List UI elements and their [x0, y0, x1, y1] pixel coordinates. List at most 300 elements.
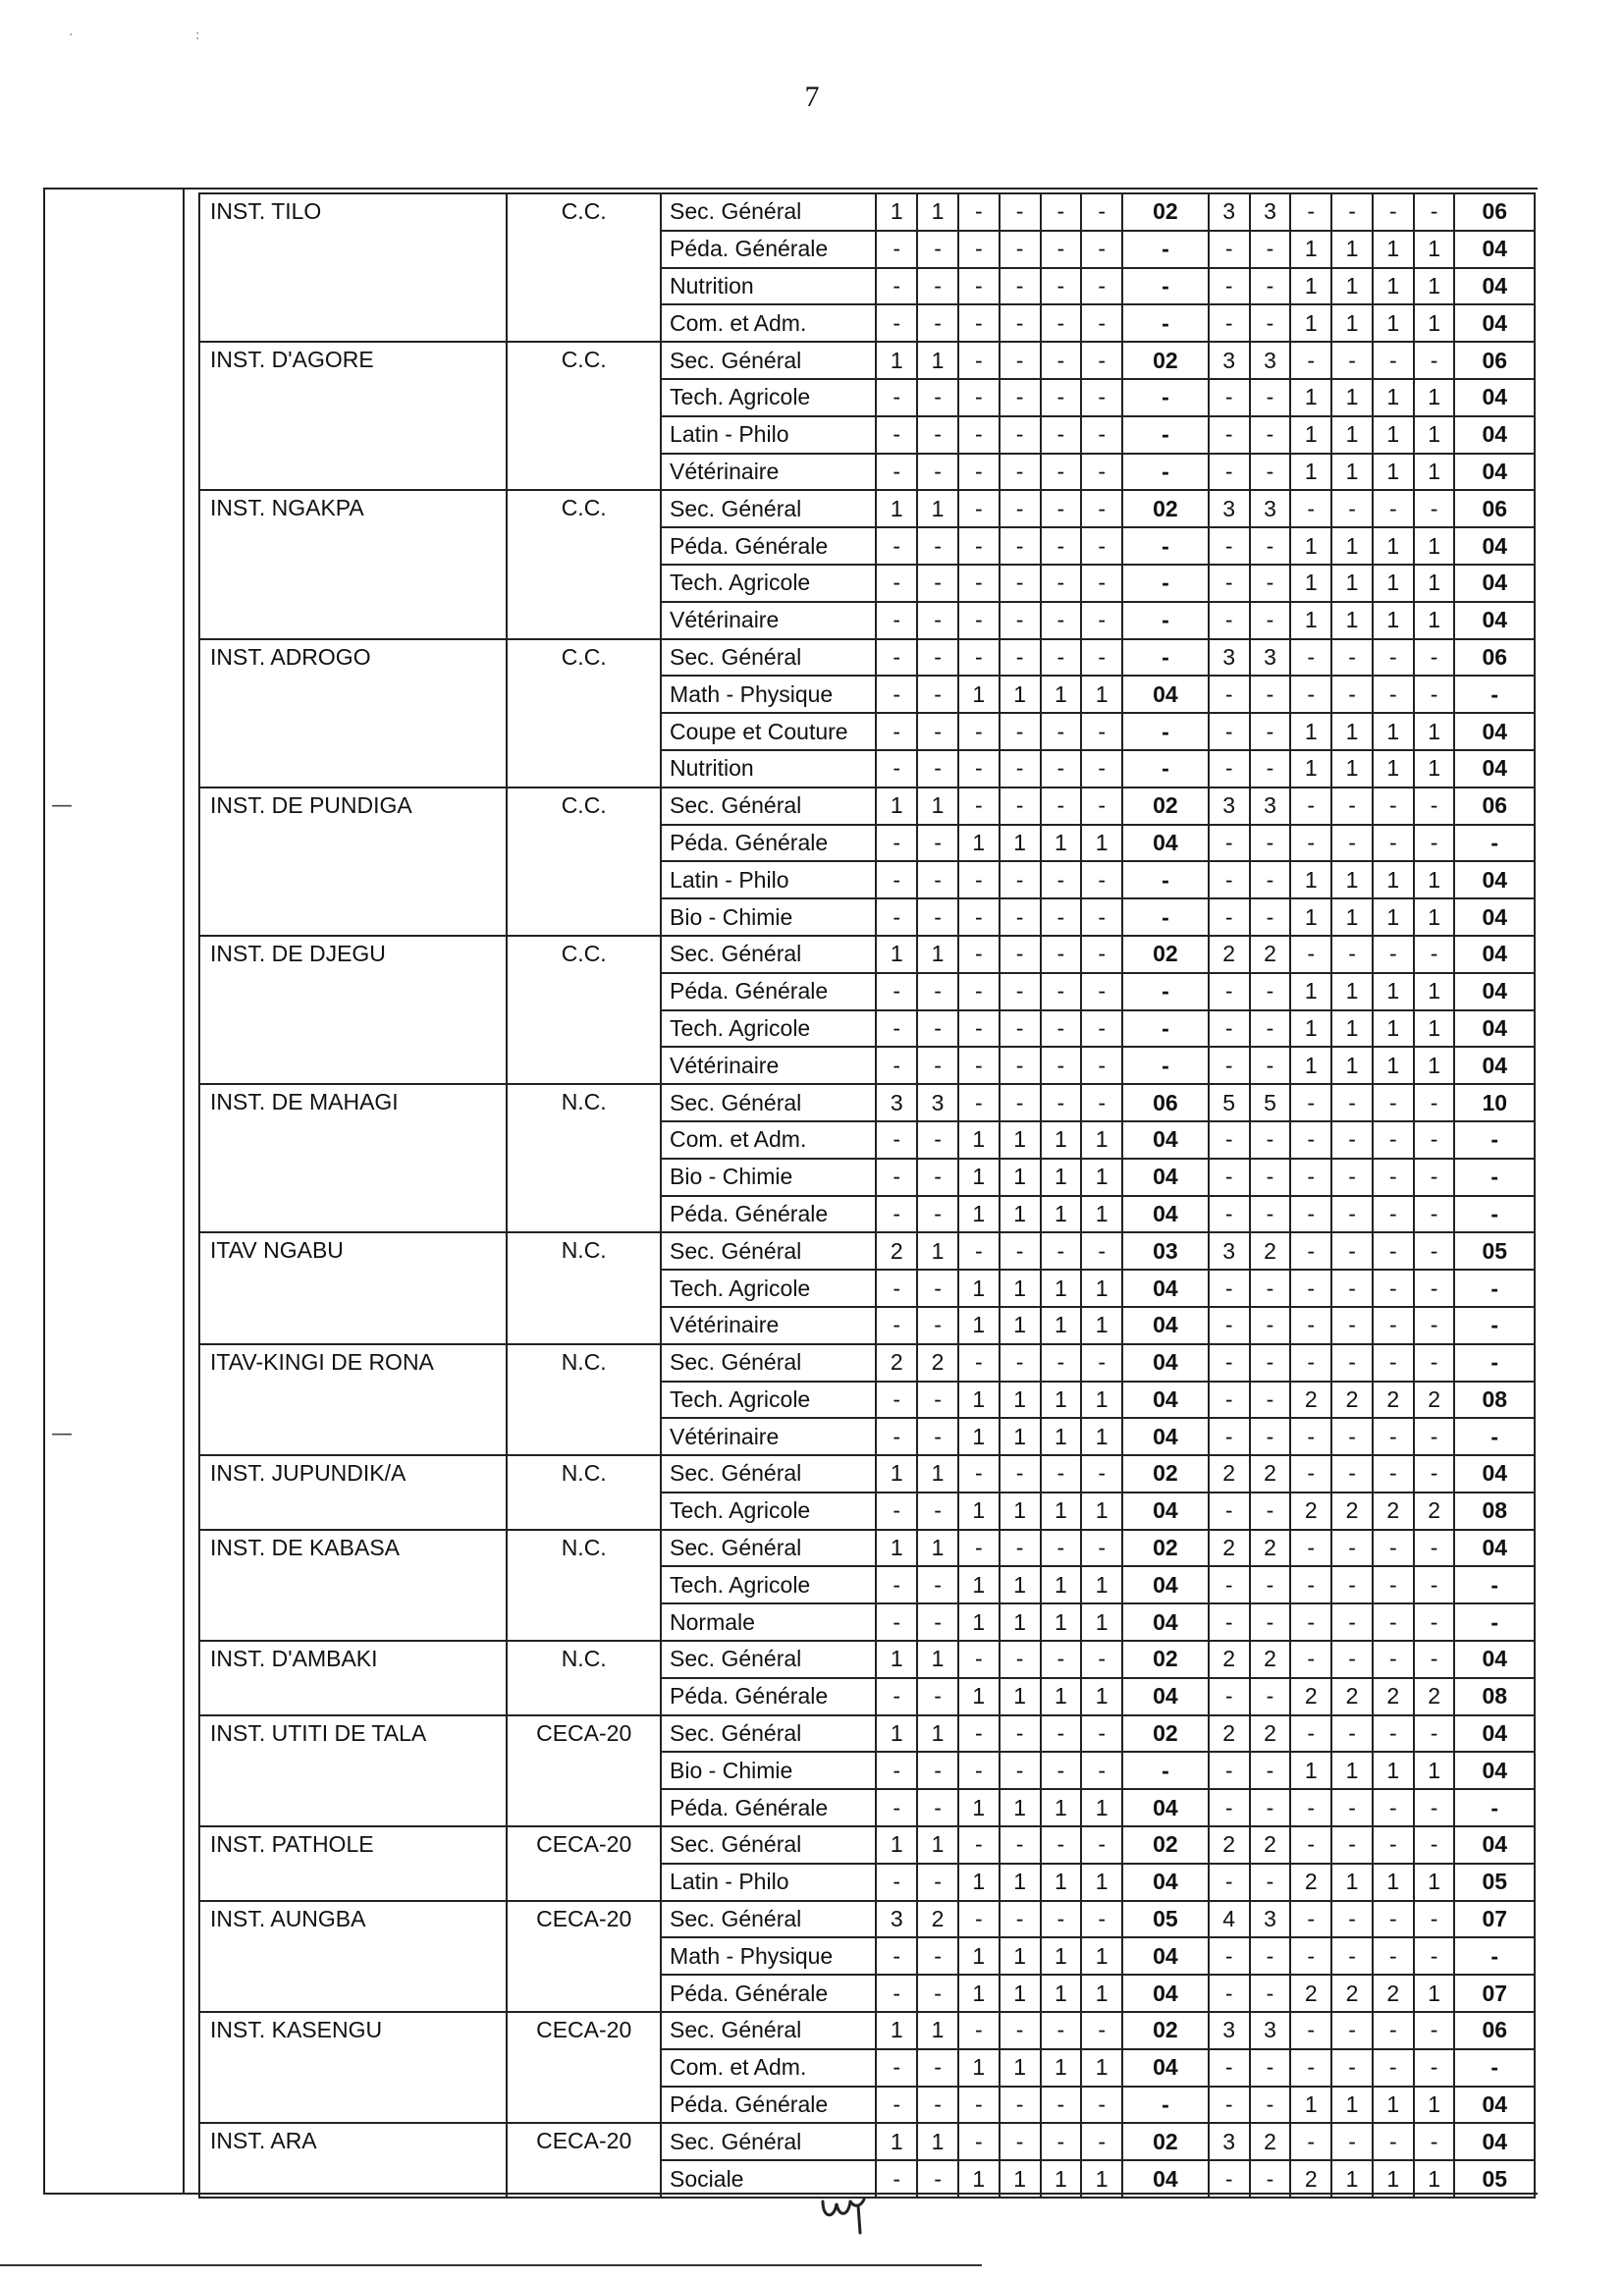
count-cell: -: [1250, 268, 1291, 305]
count-cell: 1: [1290, 565, 1331, 602]
count-cell: 1: [1373, 268, 1414, 305]
count-cell: -: [1290, 676, 1331, 713]
count-cell: -: [1290, 1826, 1331, 1864]
total-cell: 04: [1122, 1382, 1209, 1419]
count-cell: -: [1331, 1641, 1373, 1678]
count-cell: -: [1041, 490, 1082, 527]
total-cell: -: [1122, 602, 1209, 639]
count-cell: -: [876, 898, 917, 936]
total-cell: 06: [1454, 787, 1535, 825]
count-cell: -: [1250, 676, 1291, 713]
count-cell: -: [1081, 861, 1122, 898]
count-cell: -: [1414, 1159, 1455, 1196]
count-cell: -: [1000, 2087, 1041, 2124]
count-cell: -: [1290, 1084, 1331, 1121]
count-cell: -: [1414, 1566, 1455, 1603]
count-cell: -: [1414, 1121, 1455, 1159]
count-cell: 1: [1000, 1121, 1041, 1159]
count-cell: 2: [1290, 1864, 1331, 1901]
total-cell: 04: [1454, 379, 1535, 416]
count-cell: 1: [1000, 1493, 1041, 1530]
count-cell: -: [1209, 898, 1250, 936]
count-cell: 1: [876, 2123, 917, 2160]
table-row: [199, 1901, 1535, 1938]
count-cell: 1: [1081, 1307, 1122, 1344]
total-cell: 04: [1454, 454, 1535, 491]
count-cell: 2: [1209, 1641, 1250, 1678]
count-cell: -: [876, 379, 917, 416]
count-cell: -: [958, 861, 1000, 898]
count-cell: 1: [1081, 1493, 1122, 1530]
school-name: INST. AUNGBA: [199, 1901, 507, 2012]
count-cell: -: [917, 1864, 958, 1901]
option-name: Math - Physique: [661, 1937, 876, 1975]
count-cell: 1: [1373, 602, 1414, 639]
count-cell: -: [958, 1641, 1000, 1678]
count-cell: 2: [1373, 1493, 1414, 1530]
total-cell: 04: [1454, 268, 1535, 305]
count-cell: -: [1209, 1493, 1250, 1530]
count-cell: 1: [1331, 2160, 1373, 2198]
count-cell: -: [1081, 527, 1122, 565]
count-cell: -: [1209, 825, 1250, 862]
count-cell: -: [1331, 1232, 1373, 1270]
count-cell: 3: [1209, 1232, 1250, 1270]
count-cell: -: [1331, 1715, 1373, 1753]
count-cell: -: [1041, 1344, 1082, 1382]
count-cell: -: [1414, 2012, 1455, 2049]
option-name: Péda. Générale: [661, 1975, 876, 2012]
count-cell: -: [1331, 1121, 1373, 1159]
count-cell: -: [1414, 1826, 1455, 1864]
count-cell: 1: [876, 193, 917, 231]
count-cell: 1: [1414, 1975, 1455, 2012]
count-cell: -: [1000, 713, 1041, 750]
count-cell: 2: [1250, 1826, 1291, 1864]
total-cell: -: [1454, 1937, 1535, 1975]
count-cell: 1: [1331, 973, 1373, 1010]
count-cell: -: [1414, 1901, 1455, 1938]
count-cell: 2: [1209, 1715, 1250, 1753]
count-cell: -: [1290, 1641, 1331, 1678]
count-cell: -: [876, 1937, 917, 1975]
count-cell: -: [958, 973, 1000, 1010]
option-name: Péda. Générale: [661, 825, 876, 862]
count-cell: 1: [1000, 1603, 1041, 1641]
left-margin-divider: [183, 188, 185, 2193]
count-cell: -: [876, 1159, 917, 1196]
count-cell: 1: [1081, 1566, 1122, 1603]
count-cell: 2: [1331, 1493, 1373, 1530]
count-cell: 1: [1290, 1047, 1331, 1084]
option-name: Nutrition: [661, 268, 876, 305]
count-cell: -: [876, 527, 917, 565]
count-cell: -: [1081, 1715, 1122, 1753]
count-cell: -: [1000, 1826, 1041, 1864]
count-cell: -: [1081, 1901, 1122, 1938]
count-cell: 1: [876, 1530, 917, 1567]
count-cell: -: [1081, 1530, 1122, 1567]
count-cell: 2: [1209, 1530, 1250, 1567]
count-cell: 1: [917, 1641, 958, 1678]
count-cell: -: [1041, 231, 1082, 268]
count-cell: -: [876, 2049, 917, 2087]
count-cell: -: [958, 898, 1000, 936]
count-cell: -: [1250, 713, 1291, 750]
count-cell: 1: [1041, 1159, 1082, 1196]
count-cell: 1: [1290, 416, 1331, 454]
count-cell: -: [1000, 1715, 1041, 1753]
count-cell: -: [1414, 1196, 1455, 1233]
count-cell: -: [1373, 1715, 1414, 1753]
count-cell: -: [1081, 304, 1122, 342]
count-cell: 2: [876, 1344, 917, 1382]
option-name: Com. et Adm.: [661, 1121, 876, 1159]
option-name: Sec. Général: [661, 193, 876, 231]
count-cell: -: [876, 1418, 917, 1455]
count-cell: -: [1414, 342, 1455, 379]
count-cell: -: [1331, 1826, 1373, 1864]
option-name: Péda. Générale: [661, 2087, 876, 2124]
count-cell: 1: [917, 1826, 958, 1864]
school-name: INST. DE PUNDIGA: [199, 787, 507, 936]
count-cell: -: [1414, 1344, 1455, 1382]
count-cell: -: [1041, 1530, 1082, 1567]
count-cell: 1: [1081, 1418, 1122, 1455]
total-cell: -: [1122, 1047, 1209, 1084]
count-cell: -: [1331, 825, 1373, 862]
count-cell: 3: [917, 1084, 958, 1121]
option-name: Normale: [661, 1603, 876, 1641]
count-cell: -: [1414, 490, 1455, 527]
count-cell: -: [876, 1382, 917, 1419]
count-cell: 1: [1331, 2087, 1373, 2124]
count-cell: -: [876, 639, 917, 677]
option-name: Math - Physique: [661, 676, 876, 713]
count-cell: -: [1290, 342, 1331, 379]
total-cell: 04: [1454, 1715, 1535, 1753]
school-status: C.C.: [507, 936, 661, 1084]
scan-specks: · :: [69, 27, 259, 43]
total-cell: 04: [1454, 304, 1535, 342]
count-cell: -: [1209, 379, 1250, 416]
count-cell: -: [958, 1901, 1000, 1938]
count-cell: -: [1041, 1047, 1082, 1084]
count-cell: -: [1373, 1937, 1414, 1975]
count-cell: -: [1373, 1159, 1414, 1196]
count-cell: 1: [1081, 1678, 1122, 1715]
count-cell: -: [917, 1566, 958, 1603]
count-cell: 1: [1081, 2049, 1122, 2087]
count-cell: -: [917, 973, 958, 1010]
page-number: 7: [804, 81, 820, 113]
total-cell: 04: [1122, 1270, 1209, 1307]
count-cell: -: [1331, 1937, 1373, 1975]
total-cell: -: [1122, 1752, 1209, 1789]
count-cell: -: [1041, 454, 1082, 491]
count-cell: -: [1250, 1493, 1291, 1530]
count-cell: -: [1000, 1641, 1041, 1678]
count-cell: 1: [1414, 898, 1455, 936]
count-cell: -: [876, 1307, 917, 1344]
school-name: INST. TILO: [199, 193, 507, 342]
count-cell: -: [876, 1975, 917, 2012]
count-cell: 1: [1000, 1937, 1041, 1975]
count-cell: -: [1331, 1789, 1373, 1826]
count-cell: 2: [1250, 1641, 1291, 1678]
count-cell: 1: [958, 1493, 1000, 1530]
count-cell: -: [1250, 1975, 1291, 2012]
count-cell: 1: [1290, 454, 1331, 491]
count-cell: -: [917, 454, 958, 491]
count-cell: 1: [1081, 676, 1122, 713]
count-cell: -: [1081, 454, 1122, 491]
count-cell: 2: [1290, 1493, 1331, 1530]
option-name: Sec. Général: [661, 1641, 876, 1678]
count-cell: 1: [917, 936, 958, 973]
count-cell: -: [1250, 1307, 1291, 1344]
total-cell: 04: [1122, 1121, 1209, 1159]
count-cell: -: [917, 1937, 958, 1975]
count-cell: -: [1331, 2123, 1373, 2160]
count-cell: -: [876, 416, 917, 454]
count-cell: 2: [1331, 1975, 1373, 2012]
count-cell: -: [1000, 268, 1041, 305]
total-cell: -: [1454, 1418, 1535, 1455]
option-name: Péda. Générale: [661, 1789, 876, 1826]
count-cell: 1: [876, 787, 917, 825]
table-row: [199, 1530, 1535, 1567]
count-cell: -: [1250, 231, 1291, 268]
count-cell: 1: [1331, 304, 1373, 342]
count-cell: -: [1041, 1232, 1082, 1270]
count-cell: -: [1000, 1047, 1041, 1084]
count-cell: 1: [1373, 1864, 1414, 1901]
count-cell: 1: [1290, 973, 1331, 1010]
count-cell: -: [917, 825, 958, 862]
count-cell: -: [1414, 2049, 1455, 2087]
count-cell: -: [1000, 1530, 1041, 1567]
table-row: [199, 2123, 1535, 2160]
count-cell: -: [917, 527, 958, 565]
school-status: CECA-20: [507, 2012, 661, 2123]
total-cell: 02: [1122, 1455, 1209, 1493]
total-cell: -: [1122, 973, 1209, 1010]
total-cell: -: [1122, 639, 1209, 677]
total-cell: 05: [1454, 1864, 1535, 1901]
count-cell: -: [1373, 1530, 1414, 1567]
count-cell: 1: [1331, 713, 1373, 750]
count-cell: 1: [1041, 1975, 1082, 2012]
count-cell: -: [1373, 1789, 1414, 1826]
count-cell: -: [1250, 1344, 1291, 1382]
count-cell: -: [1290, 1307, 1331, 1344]
count-cell: 3: [1250, 342, 1291, 379]
school-status: C.C.: [507, 490, 661, 638]
total-cell: 07: [1454, 1975, 1535, 2012]
total-cell: 02: [1122, 1530, 1209, 1567]
count-cell: -: [1373, 825, 1414, 862]
count-cell: -: [1414, 787, 1455, 825]
count-cell: -: [1250, 1159, 1291, 1196]
option-name: Sec. Général: [661, 2123, 876, 2160]
total-cell: 04: [1122, 1344, 1209, 1382]
count-cell: -: [1000, 861, 1041, 898]
count-cell: -: [1041, 973, 1082, 1010]
school-name: INST. DE KABASA: [199, 1530, 507, 1641]
count-cell: -: [1250, 1418, 1291, 1455]
count-cell: -: [958, 639, 1000, 677]
total-cell: -: [1454, 1789, 1535, 1826]
count-cell: -: [1250, 379, 1291, 416]
count-cell: 2: [1290, 1975, 1331, 2012]
count-cell: 3: [1209, 490, 1250, 527]
total-cell: -: [1454, 2049, 1535, 2087]
count-cell: -: [917, 1159, 958, 1196]
count-cell: -: [1414, 1455, 1455, 1493]
count-cell: 1: [958, 676, 1000, 713]
count-cell: -: [917, 268, 958, 305]
count-cell: -: [876, 454, 917, 491]
count-cell: -: [1290, 1418, 1331, 1455]
count-cell: 3: [876, 1084, 917, 1121]
count-cell: -: [1373, 1455, 1414, 1493]
count-cell: 1: [1373, 973, 1414, 1010]
total-cell: -: [1122, 898, 1209, 936]
total-cell: 04: [1454, 1530, 1535, 1567]
count-cell: -: [1250, 825, 1291, 862]
count-cell: -: [958, 2087, 1000, 2124]
count-cell: -: [1041, 2087, 1082, 2124]
school-name: INST. ADROGO: [199, 639, 507, 787]
count-cell: -: [1290, 1196, 1331, 1233]
count-cell: -: [1000, 1455, 1041, 1493]
count-cell: -: [917, 379, 958, 416]
count-cell: -: [1331, 1566, 1373, 1603]
count-cell: -: [1000, 304, 1041, 342]
count-cell: 3: [1209, 2012, 1250, 2049]
count-cell: 1: [1373, 1047, 1414, 1084]
count-cell: -: [1331, 1418, 1373, 1455]
count-cell: -: [1081, 639, 1122, 677]
count-cell: -: [1081, 1826, 1122, 1864]
count-cell: -: [1373, 1084, 1414, 1121]
total-cell: -: [1122, 861, 1209, 898]
count-cell: -: [1081, 565, 1122, 602]
count-cell: -: [1414, 1530, 1455, 1567]
count-cell: -: [1331, 2049, 1373, 2087]
count-cell: 2: [1250, 936, 1291, 973]
count-cell: 2: [1209, 1455, 1250, 1493]
count-cell: -: [958, 454, 1000, 491]
count-cell: 1: [958, 1975, 1000, 2012]
total-cell: 04: [1122, 1603, 1209, 1641]
option-name: Sec. Général: [661, 1826, 876, 1864]
count-cell: 2: [1373, 1678, 1414, 1715]
count-cell: -: [1081, 193, 1122, 231]
count-cell: -: [1331, 787, 1373, 825]
total-cell: 04: [1454, 898, 1535, 936]
count-cell: 2: [1250, 1455, 1291, 1493]
total-cell: 02: [1122, 1715, 1209, 1753]
school-status: N.C.: [507, 1232, 661, 1343]
count-cell: 3: [1250, 490, 1291, 527]
count-cell: 1: [1414, 268, 1455, 305]
count-cell: -: [1000, 527, 1041, 565]
count-cell: 1: [876, 1715, 917, 1753]
count-cell: -: [958, 1826, 1000, 1864]
total-cell: -: [1122, 527, 1209, 565]
school-status: C.C.: [507, 193, 661, 342]
count-cell: 1: [1414, 454, 1455, 491]
count-cell: 3: [1209, 193, 1250, 231]
count-cell: -: [1331, 1270, 1373, 1307]
count-cell: -: [876, 268, 917, 305]
count-cell: 1: [917, 193, 958, 231]
count-cell: -: [1331, 1344, 1373, 1382]
count-cell: -: [1414, 1641, 1455, 1678]
count-cell: 1: [1041, 1678, 1082, 1715]
count-cell: -: [1041, 750, 1082, 787]
count-cell: 1: [1373, 304, 1414, 342]
count-cell: -: [958, 1530, 1000, 1567]
count-cell: -: [1041, 416, 1082, 454]
count-cell: -: [958, 2123, 1000, 2160]
count-cell: -: [876, 1752, 917, 1789]
table-row: [199, 787, 1535, 825]
count-cell: 1: [1414, 1752, 1455, 1789]
count-cell: -: [1373, 639, 1414, 677]
count-cell: 1: [1373, 713, 1414, 750]
count-cell: 1: [1081, 1975, 1122, 2012]
count-cell: -: [1209, 1566, 1250, 1603]
count-cell: 1: [1041, 1307, 1082, 1344]
count-cell: -: [1081, 1641, 1122, 1678]
count-cell: -: [1081, 750, 1122, 787]
count-cell: -: [1209, 1603, 1250, 1641]
count-cell: -: [1000, 2123, 1041, 2160]
count-cell: -: [1250, 454, 1291, 491]
count-cell: -: [1081, 490, 1122, 527]
option-name: Bio - Chimie: [661, 1752, 876, 1789]
count-cell: 1: [876, 936, 917, 973]
count-cell: 1: [1081, 1937, 1122, 1975]
count-cell: -: [1290, 639, 1331, 677]
count-cell: 1: [958, 1121, 1000, 1159]
count-cell: 2: [917, 1344, 958, 1382]
count-cell: -: [1290, 1232, 1331, 1270]
count-cell: -: [1331, 1603, 1373, 1641]
count-cell: 1: [1000, 1678, 1041, 1715]
count-cell: 1: [1041, 1121, 1082, 1159]
count-cell: 1: [1290, 713, 1331, 750]
count-cell: 1: [958, 1937, 1000, 1975]
count-cell: -: [1250, 2160, 1291, 2198]
school-name: INST. DE DJEGU: [199, 936, 507, 1084]
count-cell: -: [958, 193, 1000, 231]
count-cell: -: [1290, 787, 1331, 825]
count-cell: -: [876, 1270, 917, 1307]
count-cell: -: [1373, 787, 1414, 825]
count-cell: 1: [1000, 1307, 1041, 1344]
table-row: [199, 2012, 1535, 2049]
count-cell: -: [1000, 454, 1041, 491]
count-cell: 1: [958, 1159, 1000, 1196]
total-cell: -: [1454, 1344, 1535, 1382]
option-name: Péda. Générale: [661, 527, 876, 565]
count-cell: -: [917, 639, 958, 677]
count-cell: -: [1331, 936, 1373, 973]
